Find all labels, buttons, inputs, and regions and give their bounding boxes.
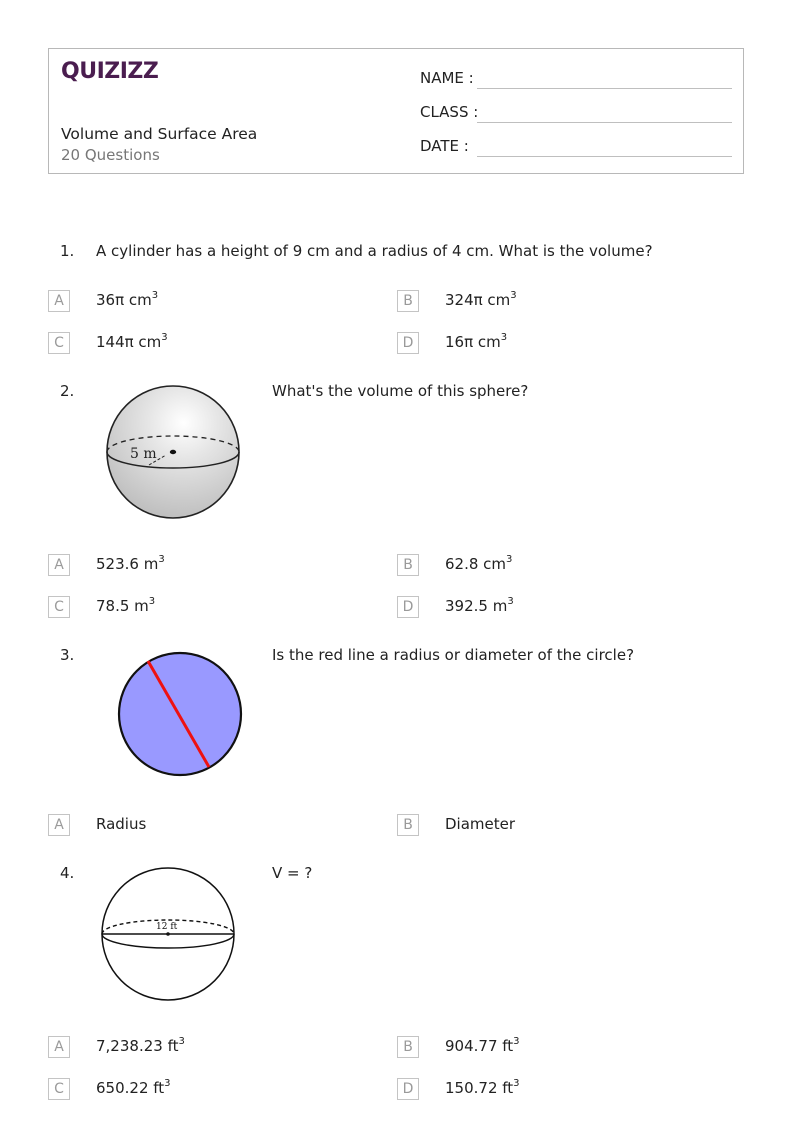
circle-figure <box>114 648 246 780</box>
name-label: NAME : <box>420 69 474 87</box>
option-letter-box[interactable]: C <box>48 332 70 354</box>
date-label: DATE : <box>420 137 469 155</box>
option-text[interactable]: 36π $cm^3$ <box>96 290 159 309</box>
option-text[interactable]: 324π $cm^3$ <box>445 290 517 309</box>
name-line[interactable] <box>477 88 732 89</box>
date-field <box>420 137 469 155</box>
question-text: What's the volume of this sphere? <box>272 382 529 400</box>
question-number: 2. <box>60 382 75 400</box>
option-text[interactable]: Diameter <box>445 815 516 833</box>
name-field <box>420 69 474 87</box>
option-text[interactable]: 62.8 $cm^3$ <box>445 554 513 573</box>
worksheet-header <box>48 48 744 174</box>
option-letter-box[interactable]: C <box>48 1078 70 1100</box>
option-text[interactable]: 650.22 $ft^3$ <box>96 1078 171 1097</box>
question-text: Is the red line a radius or diameter of the circle? <box>272 646 635 664</box>
class-label: CLASS : <box>420 103 479 121</box>
option-letter-box[interactable]: B <box>397 814 419 836</box>
option-letter-box[interactable]: A <box>48 1036 70 1058</box>
option-text[interactable]: 144π $cm^3$ <box>96 332 168 351</box>
option-text[interactable]: 904.77 $ft^3$ <box>445 1036 520 1055</box>
diameter-label: 12 ft <box>156 922 178 932</box>
option-letter-box[interactable]: D <box>397 596 419 618</box>
class-field <box>420 103 478 121</box>
option-letter-box[interactable]: B <box>397 290 419 312</box>
question-text: V = ? <box>272 864 313 882</box>
question-text: A cylinder has a height of 9 cm and a radius of 4 cm. What is the volume? <box>96 242 653 260</box>
option-text[interactable]: 523.6 $m^3$ <box>96 554 165 573</box>
option-letter-box[interactable]: B <box>397 1036 419 1058</box>
question-number: 4. <box>60 864 75 882</box>
option-letter-box[interactable]: B <box>397 554 419 576</box>
option-text[interactable]: 16π $cm^3$ <box>445 332 508 351</box>
option-letter-box[interactable]: D <box>397 332 419 354</box>
option-text[interactable]: 7,238.23 $ft^3$ <box>96 1036 185 1055</box>
date-line[interactable] <box>477 156 732 157</box>
option-text[interactable]: 392.5 $m^3$ <box>445 596 514 615</box>
option-letter-box[interactable]: A <box>48 814 70 836</box>
option-text[interactable]: Radius <box>96 815 147 833</box>
option-letter-box[interactable]: C <box>48 596 70 618</box>
worksheet-title: Volume and Surface Area <box>61 125 258 143</box>
quizizz-logo: QUIZIZZ <box>61 59 159 84</box>
option-letter-box[interactable]: A <box>48 290 70 312</box>
radius-label: 5 m <box>130 446 157 462</box>
question-number: 3. <box>60 646 75 664</box>
question-number: 1. <box>60 242 75 260</box>
option-letter-box[interactable]: D <box>397 1078 419 1100</box>
option-text[interactable]: 150.72 $ft^3$ <box>445 1078 520 1097</box>
question-count: 20 Questions <box>61 146 160 164</box>
option-letter-box[interactable]: A <box>48 554 70 576</box>
sphere-figure <box>96 864 240 1006</box>
sphere-figure <box>100 380 246 526</box>
option-text[interactable]: 78.5 $m^3$ <box>96 596 156 615</box>
class-line[interactable] <box>477 122 732 123</box>
